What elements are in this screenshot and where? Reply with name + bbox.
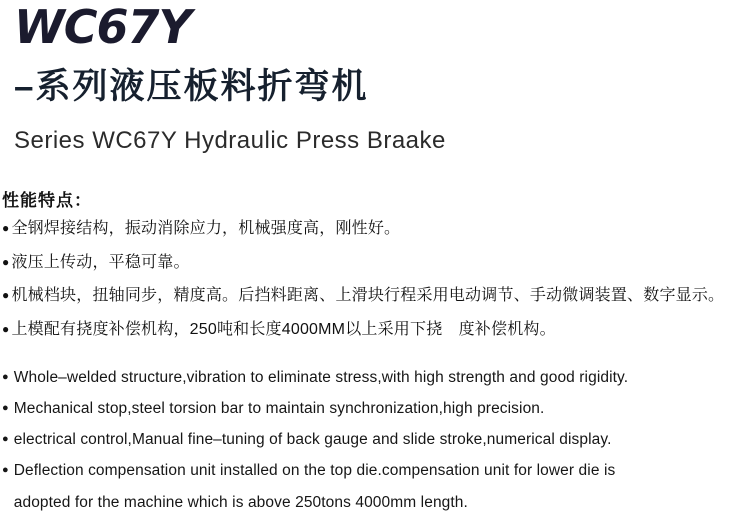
list-item [2,218,739,240]
list-item-label: 全钢焊接结构，振动消除应力，机械强度高，刚性好。 [11,220,401,237]
list-item [2,319,739,341]
bullet-icon: ● [2,321,10,336]
product-title-chinese: –系列液压板料折弯机 [14,67,369,106]
list-item [2,285,739,307]
list-item-label: Mechanical stop,steel torsion bar to maintain synchronization,high precision. [13,400,545,418]
product-model-title: WC67Y [14,0,191,54]
list-item-label: Deflection compensation unit installed on the top die.compensation unit for lower die is [13,462,616,480]
product-title-english: Series WC67Y Hydraulic Press Braake [14,127,446,154]
list-item-label: Whole–welded structure,vibration to eliminate stress,with high strength and good rigidity. [13,369,629,386]
list-item-label: 上模配有挠度补偿机构，250吨和长度4000MM以上采用下挠 度补偿机构。 [11,320,556,338]
bullet-icon: ● [2,464,9,477]
list-item-label: electrical control,Manual fine–tuning of back gauge and slide stroke,numerical display. [13,431,612,449]
list-item [2,252,739,274]
bullet-icon: ● [2,433,9,446]
list-item [2,493,739,513]
bullet-icon: ● [2,371,9,383]
list-item [2,430,739,450]
features-chinese-list [2,218,739,352]
bullet-icon: ● [2,288,10,303]
section-heading-features: 性能特点： [2,191,92,210]
list-item-label: 液压上传动，平稳可靠。 [11,253,190,271]
list-item [2,368,739,388]
bullet-icon: ● [2,254,10,269]
list-item-label: 机械档块，扭轴同步，精度高。后挡料距离、上滑块行程采用电动调节、手动微调装置、数字显示。 [11,287,725,305]
bullet-icon: ● [2,221,10,235]
list-item [2,399,739,419]
list-item-label: adopted for the machine which is above 250tons 4000mm length. [13,493,468,511]
list-item [2,461,739,481]
features-english-list [2,368,739,524]
bullet-icon: ● [2,402,9,415]
